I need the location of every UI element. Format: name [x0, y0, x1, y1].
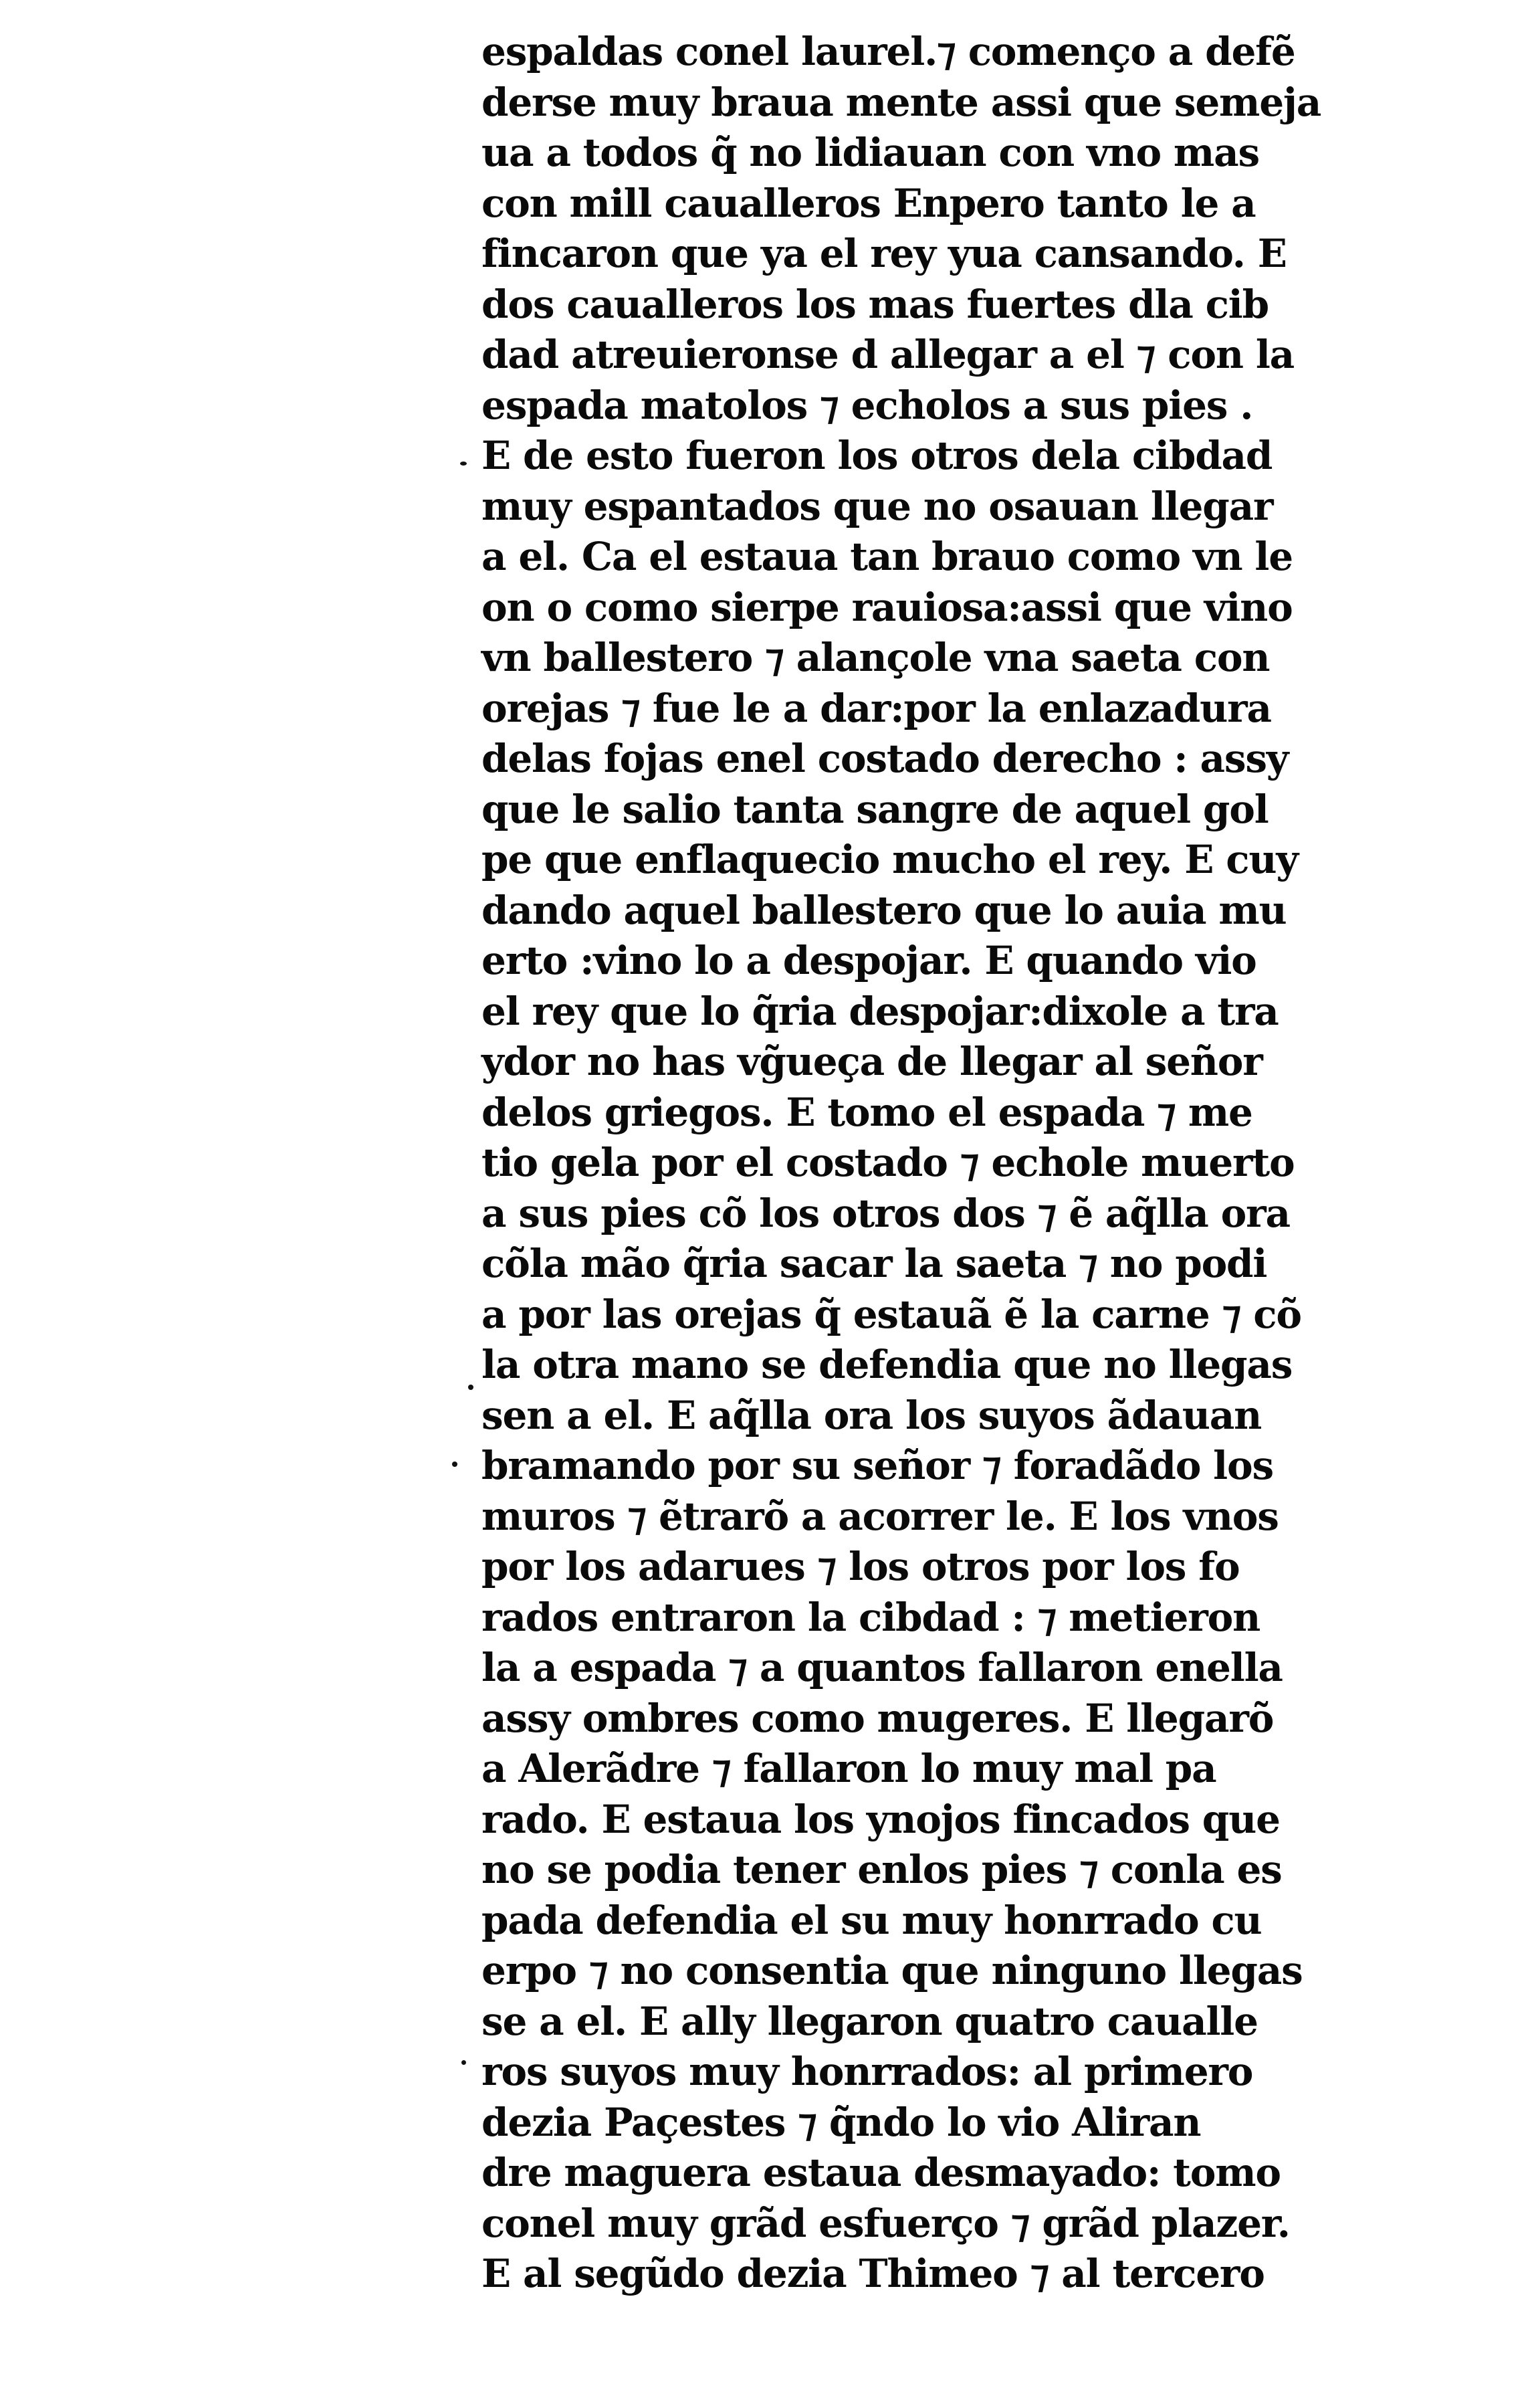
- text-line: E al segũdo dezia Thimeo ⁊ al tercero: [481, 2251, 1265, 2296]
- text-line: muy espantados que no osauan llegar: [481, 483, 1273, 529]
- text-line: el rey que lo q̃ria despojar:dixole a tra: [481, 988, 1279, 1034]
- text-line: la otra mano se defendia que no llegas: [481, 1342, 1293, 1387]
- text-line: ydor no has vg̃ueça de llegar al señor: [481, 1039, 1262, 1084]
- text-line: que le salio tanta sangre de aquel gol: [481, 786, 1269, 832]
- text-line: cõla mão q̃ria sacar la saeta ⁊ no podi: [481, 1241, 1267, 1286]
- text-line: espada matolos ⁊ echolos a sus pies .: [481, 382, 1253, 428]
- text-line: delos griegos. E tomo el espada ⁊ me: [481, 1089, 1252, 1135]
- text-line: dos caualleros los mas fuertes dla cib: [481, 281, 1269, 327]
- ink-speck: [468, 1385, 473, 1390]
- text-line: dando aquel ballestero que lo auia mu: [481, 887, 1287, 933]
- text-line: rado. E estaua los ynojos fincados que: [481, 1796, 1280, 1842]
- text-line: ua a todos q̃ no lidiauan con vno mas: [481, 130, 1259, 175]
- ink-speck: [460, 462, 467, 466]
- text-line: sen a el. E aq̃lla ora los suyos ãdauan: [481, 1392, 1262, 1438]
- text-line: no se podia tener enlos pies ⁊ conla es: [481, 1847, 1282, 1892]
- text-line: espaldas conel laurel.⁊ començo a defẽ: [481, 29, 1295, 74]
- text-line: pe que enflaquecio mucho el rey. E cuy: [481, 837, 1298, 882]
- text-line: a el. Ca el estaua tan brauo como vn le: [481, 534, 1293, 579]
- text-line: derse muy braua mente assi que semeja: [481, 79, 1321, 125]
- text-line: tio gela por el costado ⁊ echole muerto: [481, 1140, 1295, 1185]
- text-line: erto :vino lo a despojar. E quando vio: [481, 938, 1256, 983]
- text-line: assy ombres como mugeres. E llegarõ: [481, 1695, 1274, 1741]
- text-line: la a espada ⁊ a quantos fallaron enella: [481, 1645, 1283, 1690]
- text-line: dre maguera estaua desmayado: tomo: [481, 2150, 1281, 2195]
- text-line: erpo ⁊ no consentia que ninguno llegas: [481, 1948, 1303, 1993]
- text-line: a Alerãdre ⁊ fallaron lo muy mal pa: [481, 1746, 1216, 1791]
- text-line: dad atreuieronse d allegar a el ⁊ con la: [481, 332, 1295, 377]
- text-line: on o como sierpe rauiosa:assi que vino: [481, 584, 1293, 630]
- text-line: orejas ⁊ fue le a dar:por la enlazadura: [481, 685, 1271, 731]
- text-line: rados entraron la cibdad : ⁊ metieron: [481, 1594, 1260, 1640]
- text-column: [481, 27, 1321, 2300]
- text-line: pada defendia el su muy honrrado cu: [481, 1897, 1262, 1943]
- ink-speck: [461, 2060, 466, 2065]
- text-line: conel muy grãd esfuerço ⁊ grãd plazer.: [481, 2200, 1290, 2246]
- text-line: dezia Paçestes ⁊ q̃ndo lo vio Aliran: [481, 2099, 1201, 2145]
- text-line: fincaron que ya el rey yua cansando. E: [481, 231, 1287, 276]
- text-line: por los adarues ⁊ los otros por los fo: [481, 1544, 1240, 1589]
- text-line: con mill caualleros Enpero tanto le a: [481, 180, 1256, 226]
- text-line: bramando por su señor ⁊ foradãdo los: [481, 1443, 1273, 1488]
- text-line: E de esto fueron los otros dela cibdad: [481, 433, 1273, 478]
- text-line: ros suyos muy honrrados: al primero: [481, 2049, 1253, 2094]
- text-line: se a el. E ally llegaron quatro caualle: [481, 1998, 1258, 2044]
- text-line: muros ⁊ ẽtrarõ a acorrer le. E los vnos: [481, 1493, 1279, 1539]
- ink-speck: [452, 1462, 457, 1467]
- text-line: vn ballestero ⁊ alançole vna saeta con: [481, 635, 1270, 680]
- text-line: a sus pies cõ los otros dos ⁊ ẽ aq̃lla ora: [481, 1190, 1290, 1236]
- text-line: delas fojas enel costado derecho : assy: [481, 736, 1289, 781]
- text-line: a por las orejas q̃ estauã ẽ la carne ⁊ cõ: [481, 1291, 1301, 1337]
